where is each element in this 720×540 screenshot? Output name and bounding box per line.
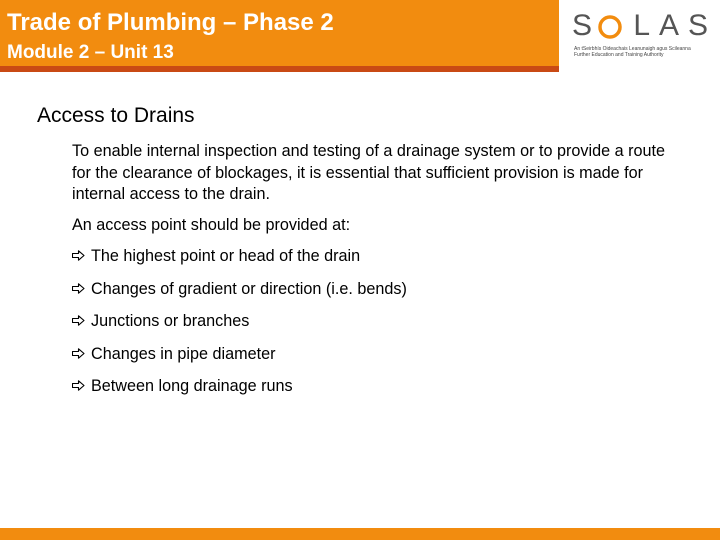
logo-o-ring-icon <box>598 15 622 39</box>
slide-header-subtitle: Module 2 – Unit 13 <box>7 42 174 63</box>
logo-tagline-line2: Further Education and Training Authority <box>574 52 664 58</box>
list-item-text: Junctions or branches <box>91 312 250 330</box>
slide-title: Access to Drains <box>37 104 195 127</box>
list-item-text: Changes of gradient or direction (i.e. bends) <box>91 279 407 298</box>
hollow-right-arrow-icon <box>72 250 85 261</box>
list-item <box>72 376 672 409</box>
header-rule <box>0 66 559 72</box>
list-item <box>72 279 672 312</box>
lead-sentence: An access point should be provided at: <box>72 215 351 234</box>
footer-band <box>0 528 720 540</box>
intro-paragraph: To enable internal inspection and testing of a drainage system or to provide a route for the clearance of blockages, it is essential that sufficient provision is made for internal access to the drain. <box>72 142 666 203</box>
header-band <box>0 0 559 66</box>
hollow-right-arrow-icon <box>72 315 85 326</box>
logo-tagline-line1: An tSeirbhís Oideachais Leanunaigh agus Scileanna <box>574 46 691 52</box>
hollow-right-arrow-icon <box>72 380 85 391</box>
access-point-list <box>72 246 672 409</box>
logo-tagline <box>574 46 691 58</box>
list-item-text: Between long drainage runs <box>91 377 293 395</box>
list-item <box>72 246 672 279</box>
list-item <box>72 344 672 377</box>
list-item-text: The highest point or head of the drain <box>91 247 361 265</box>
hollow-right-arrow-icon <box>72 283 85 294</box>
slide-body <box>72 141 672 409</box>
hollow-right-arrow-icon <box>72 348 85 359</box>
list-item <box>72 311 672 344</box>
solas-logo <box>568 8 716 66</box>
logo-wordmark: S LAS <box>572 9 718 42</box>
slide-header-title: Trade of Plumbing – Phase 2 <box>7 9 334 36</box>
list-item-text: Changes in pipe diameter <box>91 344 276 363</box>
